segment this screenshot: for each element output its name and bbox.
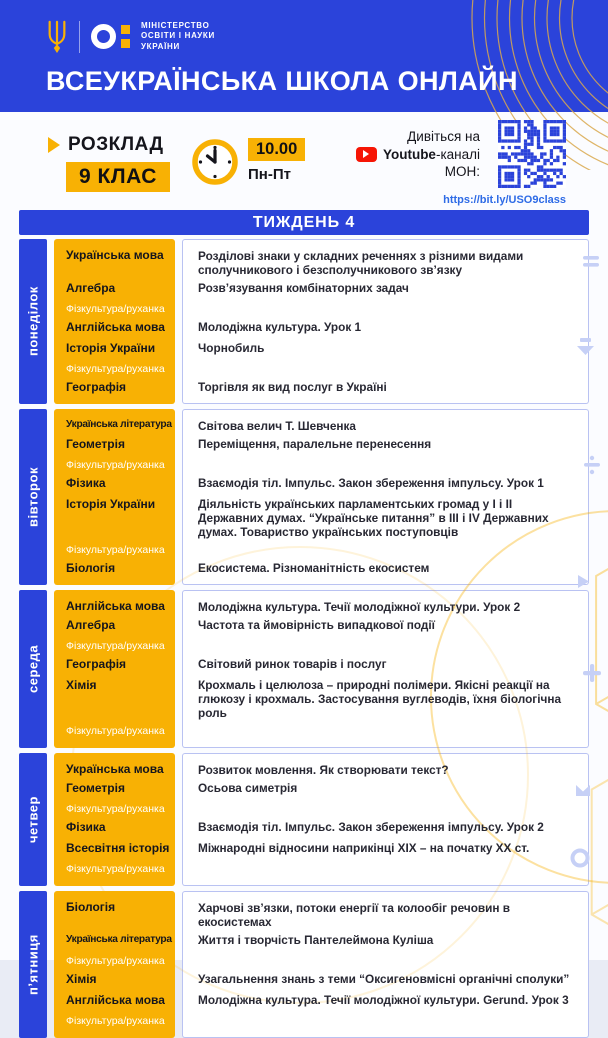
- topic-cell: Частота та ймовірність випадкової події: [182, 616, 589, 637]
- ministry-line: МІНІСТЕРСТВО: [141, 21, 215, 32]
- schedule-row: [54, 952, 589, 970]
- schedule-row: [54, 409, 589, 435]
- schedule-row: [54, 1012, 589, 1038]
- schedule-table: [19, 210, 589, 1038]
- schedule-row: [54, 360, 589, 378]
- schedule-row: [54, 970, 589, 991]
- topic-cell: Світовий ринок товарів і послуг: [182, 655, 589, 676]
- topic-cell: [182, 300, 589, 318]
- schedule-row: [54, 239, 589, 279]
- subject-cell: Алгебра: [54, 616, 175, 637]
- subject-cell: Фізкультура/руханка: [54, 456, 175, 474]
- day-section-2: [19, 409, 589, 585]
- topic-cell: Світова велич Т. Шевченка: [182, 409, 589, 435]
- subject-cell: Фізкультура/руханка: [54, 1012, 175, 1038]
- day-section-1: [19, 239, 589, 404]
- topic-cell: Молодіжна культура. Урок 1: [182, 318, 589, 339]
- subject-cell: Історія України: [54, 339, 175, 360]
- day-label: середа: [19, 590, 47, 748]
- topic-cell: Взаємодія тіл. Імпульс. Закон збереження імпульсу. Урок 1: [182, 474, 589, 495]
- header: [0, 0, 608, 112]
- schedule-row: [54, 456, 589, 474]
- schedule-row: [54, 435, 589, 456]
- subject-cell: Фізкультура/руханка: [54, 860, 175, 886]
- topic-cell: Діяльність українських парламентських громад у I і II Державних думах. “Українське питання” в III і IV Державних думах. Товариство українських поступовців: [182, 495, 589, 541]
- schedule-row: [54, 722, 589, 748]
- schedule-label: РОЗКЛАД: [68, 134, 164, 156]
- topic-cell: Екосистема. Різноманітність екосистем: [182, 559, 589, 585]
- topic-cell: [182, 800, 589, 818]
- schedule-row: [54, 318, 589, 339]
- schedule-row: [54, 800, 589, 818]
- subject-cell: Фізкультура/руханка: [54, 360, 175, 378]
- subject-cell: Геометрія: [54, 435, 175, 456]
- qr-block: [443, 120, 566, 206]
- subject-cell: Фізкультура/руханка: [54, 300, 175, 318]
- topic-cell: Чорнобиль: [182, 339, 589, 360]
- ministry-logo: [46, 18, 215, 55]
- mon-logo-icon: [91, 24, 130, 49]
- watch-youtube-bold: Youtube: [383, 147, 436, 162]
- schedule-row: [54, 637, 589, 655]
- subject-cell: Географія: [54, 378, 175, 404]
- topic-cell: [182, 637, 589, 655]
- subject-cell: Геометрія: [54, 779, 175, 800]
- topic-cell: Переміщення, паралельне перенесення: [182, 435, 589, 456]
- subject-cell: Українська мова: [54, 239, 175, 279]
- ministry-line: ОСВІТИ І НАУКИ: [141, 31, 215, 42]
- schedule-row: [54, 279, 589, 300]
- subject-cell: Фізкультура/руханка: [54, 952, 175, 970]
- schedule-row: [54, 559, 589, 585]
- subject-cell: Хімія: [54, 676, 175, 722]
- topic-cell: [182, 456, 589, 474]
- subject-cell: Українська література: [54, 931, 175, 952]
- schedule-row: [54, 676, 589, 722]
- subject-cell: Фізкультура/руханка: [54, 637, 175, 655]
- topic-cell: Розвиток мовлення. Як створювати текст?: [182, 753, 589, 779]
- days-range: Пн-Пт: [248, 166, 305, 183]
- subject-cell: Біологія: [54, 891, 175, 931]
- arrow-right-icon: [48, 137, 60, 153]
- time-badge: 10.00: [248, 138, 305, 161]
- topic-cell: Міжнародні відносини наприкінці XIX – на початку XX ст.: [182, 839, 589, 860]
- schedule-row: [54, 818, 589, 839]
- topic-cell: Харчові зв’язки, потоки енергії та колообіг речовин в екосистемах: [182, 891, 589, 931]
- schedule-row: [54, 860, 589, 886]
- day-label: понеділок: [19, 239, 47, 404]
- topic-cell: Крохмаль і целюлоза – природні полімери. Якісні реакції на глюкозу і крохмаль. Застосування вуглеводів, їхня біологічна роль: [182, 676, 589, 722]
- schedule-row: [54, 616, 589, 637]
- topic-cell: [182, 1012, 589, 1038]
- subject-cell: Українська література: [54, 409, 175, 435]
- day-label: п’ятниця: [19, 891, 47, 1038]
- subject-cell: Фізкультура/руханка: [54, 541, 175, 559]
- time-block: [191, 138, 305, 186]
- topic-cell: Молодіжна культура. Течії молодіжної культури. Gerund. Урок 3: [182, 991, 589, 1012]
- topic-cell: [182, 952, 589, 970]
- day-section-3: [19, 590, 589, 748]
- qr-link[interactable]: https://bit.ly/USO9class: [443, 194, 566, 206]
- schedule-row: [54, 300, 589, 318]
- class-badge: 9 КЛАС: [66, 162, 170, 192]
- trident-icon: [46, 18, 68, 55]
- subject-cell: Алгебра: [54, 279, 175, 300]
- topic-cell: Розв’язування комбінаторних задач: [182, 279, 589, 300]
- watch-line-1: Дивіться на: [356, 128, 480, 146]
- schedule-row: [54, 839, 589, 860]
- subject-cell: Українська мова: [54, 753, 175, 779]
- schedule-row: [54, 931, 589, 952]
- subject-cell: Біологія: [54, 559, 175, 585]
- topic-cell: Осьова симетрія: [182, 779, 589, 800]
- schedule-row: [54, 991, 589, 1012]
- clock-icon: [191, 138, 239, 186]
- topic-cell: Торгівля як вид послуг в Україні: [182, 378, 589, 404]
- subject-cell: Фізика: [54, 818, 175, 839]
- topic-cell: Розділові знаки у складних реченнях з різними видами сполучникового і безсполучникового зв’язку: [182, 239, 589, 279]
- day-section-4: [19, 753, 589, 886]
- schedule-row: [54, 339, 589, 360]
- qr-code: [498, 120, 566, 188]
- subject-cell: Англійська мова: [54, 590, 175, 616]
- subject-cell: Хімія: [54, 970, 175, 991]
- watch-line-3: МОН:: [356, 163, 480, 181]
- topic-cell: Життя і творчість Пантелеймона Куліша: [182, 931, 589, 952]
- schedule-row: [54, 378, 589, 404]
- ministry-name: [141, 21, 215, 53]
- topic-cell: Молодіжна культура. Течії молодіжної культури. Урок 2: [182, 590, 589, 616]
- subject-cell: Англійська мова: [54, 318, 175, 339]
- topic-cell: [182, 860, 589, 886]
- subject-cell: Всесвітня історія: [54, 839, 175, 860]
- schedule-row: [54, 753, 589, 779]
- topic-cell: Узагальнення знань з теми “Оксигеновмісні органічні сполуки”: [182, 970, 589, 991]
- topic-cell: [182, 541, 589, 559]
- day-sections: [19, 239, 589, 1038]
- page-title: ВСЕУКРАЇНСЬКА ШКОЛА ОНЛАЙН: [46, 66, 518, 97]
- subject-cell: Історія України: [54, 495, 175, 541]
- schedule-row: [54, 779, 589, 800]
- watch-line-2: -каналі: [436, 147, 480, 162]
- week-banner: ТИЖДЕНЬ 4: [19, 210, 589, 235]
- subject-cell: Фізкультура/руханка: [54, 722, 175, 748]
- schedule-row: [54, 495, 589, 541]
- schedule-class-block: [48, 134, 170, 192]
- schedule-row: [54, 590, 589, 616]
- schedule-row: [54, 541, 589, 559]
- subject-cell: Фізика: [54, 474, 175, 495]
- logo-divider: [79, 21, 80, 53]
- schedule-row: [54, 655, 589, 676]
- topic-cell: Взаємодія тіл. Імпульс. Закон збереження імпульсу. Урок 2: [182, 818, 589, 839]
- schedule-row: [54, 891, 589, 931]
- subject-cell: Географія: [54, 655, 175, 676]
- subject-cell: Англійська мова: [54, 991, 175, 1012]
- subject-cell: Фізкультура/руханка: [54, 800, 175, 818]
- topic-cell: [182, 360, 589, 378]
- day-label: вівторок: [19, 409, 47, 585]
- topic-cell: [182, 722, 589, 748]
- day-section-5: [19, 891, 589, 1038]
- schedule-row: [54, 474, 589, 495]
- youtube-icon: [356, 147, 377, 162]
- subheader: [0, 112, 608, 210]
- ministry-line: УКРАЇНИ: [141, 42, 215, 53]
- day-label: четвер: [19, 753, 47, 886]
